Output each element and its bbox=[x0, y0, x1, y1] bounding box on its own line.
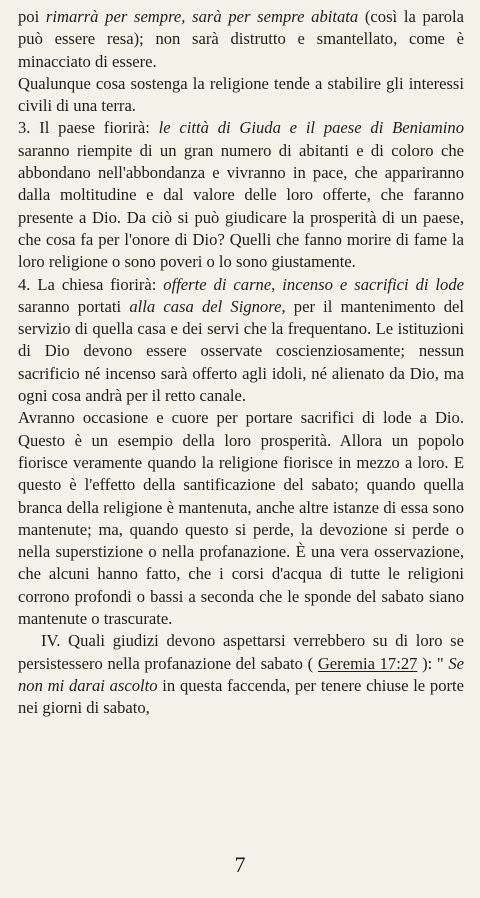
text-run: (così la parola può essere resa); non sarà distrutto e smantellato, come è minacciato di essere. bbox=[18, 7, 464, 71]
text-run: , per il mantenimento del servizio di quella casa e dei servi che la frequentano. Le istituzioni di Dio devono essere osservate coscienziosamente; nessun sacrificio né incenso sarà offerto agli idoli, né alienato da Dio, ma ogni cosa andrà per il retto canale. bbox=[18, 296, 464, 406]
italic-text: le città di Giuda e il paese di Beniamino bbox=[158, 118, 464, 138]
scripture-reference-link[interactable]: Geremia 17:27 bbox=[317, 653, 418, 673]
body-text bbox=[18, 6, 464, 720]
text-run: saranno riempite di un gran numero di abitanti e di coloro che abbondano nell'abbondanza e vivranno in pace, che appariranno dalla moltitudine e dal valore delle loro offerte, che faranno presente a Dio. Da ciò si può giudicare la prosperità di un paese, che cosa fa per l'onore di Dio? Quelli che fanno morire di fame la loro religione o sono poveri o lo sono giustamente. bbox=[18, 140, 464, 272]
text-run: 4. La chiesa fiorirà: bbox=[18, 274, 164, 294]
text-run: 3. Il paese fiorirà: bbox=[18, 118, 159, 138]
page-number: 7 bbox=[234, 852, 246, 877]
paragraph bbox=[18, 73, 464, 118]
paragraph bbox=[18, 407, 464, 630]
paragraph bbox=[18, 6, 464, 73]
text-run: in questa faccenda, per tenere chiuse le porte nei giorni di sabato, bbox=[18, 675, 464, 718]
paragraph bbox=[18, 117, 464, 273]
text-run: saranno portati bbox=[18, 296, 130, 316]
text-run: ): " bbox=[417, 653, 449, 673]
text-run: IV. Quali giudizi devono aspettarsi verrebbero su di loro se persistessero nella profanazione del sabato ( bbox=[18, 631, 464, 673]
paragraph bbox=[18, 630, 464, 719]
paragraph bbox=[18, 274, 464, 408]
text-run: poi bbox=[18, 7, 46, 26]
text-run: Qualunque cosa sostenga la religione tende a stabilire gli interessi civili di una terra. bbox=[18, 73, 464, 116]
italic-text: Se non mi darai ascolto bbox=[18, 653, 464, 695]
italic-text: rimarrà per sempre, sarà per sempre abitata bbox=[45, 7, 359, 26]
italic-text: alla casa del Signore bbox=[129, 296, 282, 316]
italic-text: offerte di carne, incenso e sacrifici di lode bbox=[163, 274, 464, 294]
text-run: Avranno occasione e cuore per portare sacrifici di lode a Dio. Questo è un esempio della loro prosperità. Allora un popolo fiorisce veramente quando la religione fiorisce in mezzo a loro. E questo è l'effetto della santificazione del sabato; quando quella branca della religione è mantenuta, anche altre istanze di essa sono mantenute; ma, quando questo si perde, la devozione si perde o nella superstizione o nella profanazione. È una vera osservazione, che alcuni hanno fatto, che i corsi d'acqua di tutte le religioni corrono profondi o bassi a seconda che le sponde del sabato siano mantenute o trascurate. bbox=[18, 408, 464, 629]
